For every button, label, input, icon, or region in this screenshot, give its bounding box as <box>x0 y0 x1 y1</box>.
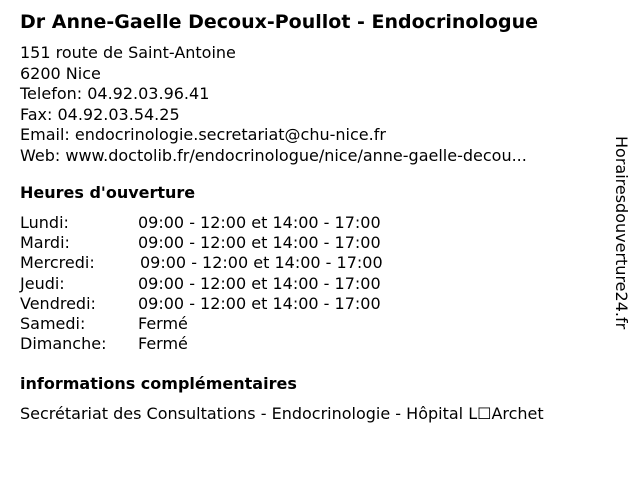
day-label: Mardi: <box>20 233 70 253</box>
day-label: Samedi: <box>20 313 86 333</box>
address-city: 6200 Nice <box>20 63 101 83</box>
day-hours: Fermé <box>138 334 188 354</box>
site-watermark: Horairesdouverture24.fr <box>612 136 631 330</box>
day-label: Dimanche: <box>20 334 107 354</box>
day-hours: 09:00 - 12:00 et 14:00 - 17:00 <box>138 273 381 293</box>
hours-row-friday <box>20 294 440 314</box>
day-hours: 09:00 - 12:00 et 14:00 - 17:00 <box>138 293 381 313</box>
email-address: Email: endocrinologie.secretariat@chu-nice.fr <box>20 125 386 144</box>
web-address: Web: www.doctolib.fr/endocrinologue/nice/anne-gaelle-decou... <box>20 145 527 165</box>
day-hours: 09:00 - 12:00 et 14:00 - 17:00 <box>138 233 381 253</box>
hours-row-thursday <box>20 274 440 294</box>
hours-row-sunday <box>20 334 440 354</box>
day-hours: Fermé <box>138 313 188 333</box>
page-title: Dr Anne-Gaelle Decoux-Poullot - Endocrinologue <box>20 11 539 33</box>
hours-list <box>20 213 440 354</box>
hours-row-tuesday <box>20 233 440 253</box>
phone-number: Telefon: 04.92.03.96.41 <box>20 84 210 103</box>
hours-heading: Heures d'ouverture <box>20 183 196 202</box>
info-text: Secrétariat des Consultations - Endocrinologie - Hôpital L☐Archet <box>20 404 544 423</box>
day-label: Lundi: <box>20 213 69 232</box>
day-hours: 09:00 - 12:00 et 14:00 - 17:00 <box>140 253 383 273</box>
day-label: Jeudi: <box>20 273 65 293</box>
hours-row-wednesday <box>20 253 440 273</box>
address-street: 151 route de Saint-Antoine <box>20 43 236 62</box>
hours-row-saturday <box>20 314 440 334</box>
fax-number: Fax: 04.92.03.54.25 <box>20 104 180 124</box>
day-label: Mercredi: <box>20 253 95 273</box>
info-heading: informations complémentaires <box>20 374 297 393</box>
day-label: Vendredi: <box>20 293 96 313</box>
day-hours: 09:00 - 12:00 et 14:00 - 17:00 <box>138 213 381 232</box>
contact-block <box>20 43 527 166</box>
hours-row-monday <box>20 213 440 233</box>
